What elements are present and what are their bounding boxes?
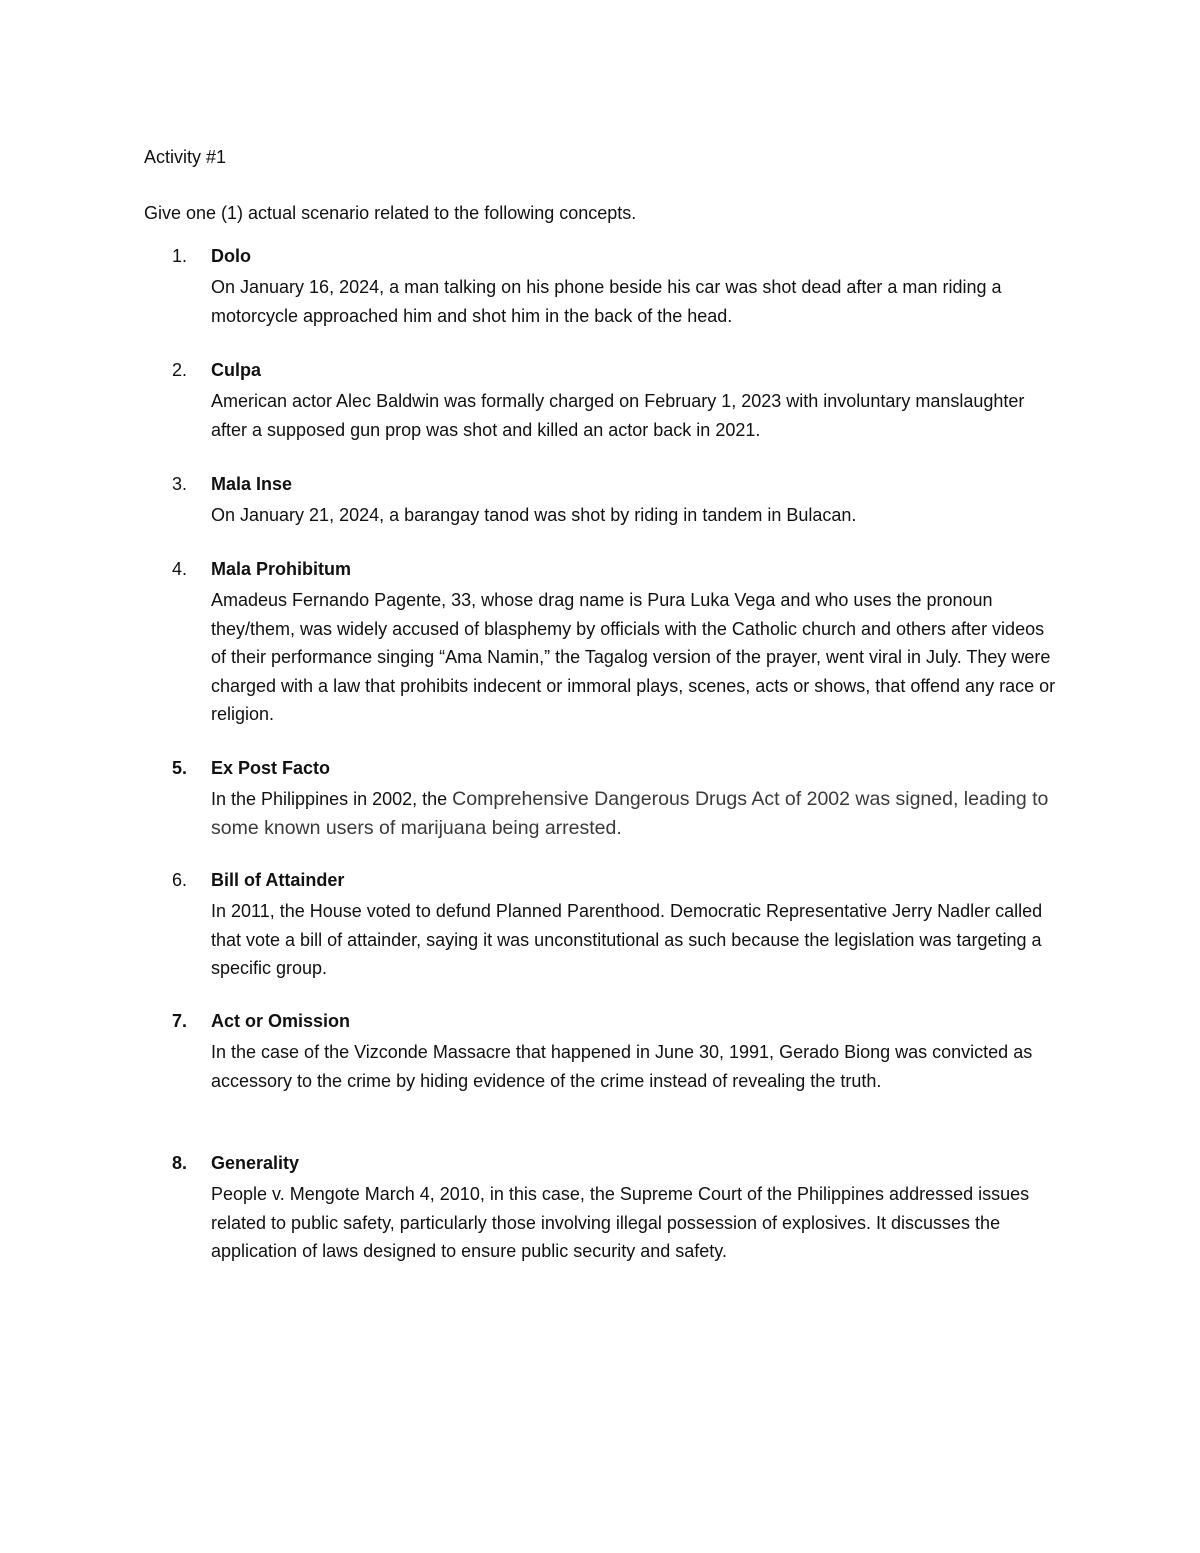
item-body-rest: Comprehensive Dangerous Drugs Act of 2002 was signed, leading to some known users of marijuana being arrested.	[211, 788, 1049, 839]
item-body: People v. Mengote March 4, 2010, in this case, the Supreme Court of the Philippines addressed issues related to public safety, particularly those involving illegal possession of explosives. It discusses the application of laws designed to ensure public security and safety.	[211, 1184, 1030, 1261]
item-number: 6.	[172, 870, 188, 890]
item-number: 3.	[172, 474, 188, 494]
item-number: 8.	[172, 1153, 188, 1173]
item-number: 5.	[172, 758, 188, 778]
document-intro: Give one (1) actual scenario related to the following concepts.	[144, 203, 637, 223]
item-body	[211, 785, 1061, 842]
item-body: On January 21, 2024, a barangay tanod was shot by riding in tandem in Bulacan.	[211, 505, 857, 525]
item-body: Amadeus Fernando Pagente, 33, whose drag name is Pura Luka Vega and who uses the pronoun they/them, was widely accused of blasphemy by officials with the Catholic church and others after videos of their performance singing “Ama Namin,” the Tagalog version of the prayer, went viral in July. They were charged with a law that prohibits indecent or immoral plays, scenes, acts or shows, that offend any race or religion.	[211, 590, 1056, 724]
item-heading: Mala Inse	[211, 474, 293, 494]
item-heading: Bill of Attainder	[211, 870, 345, 890]
item-heading: Culpa	[211, 360, 262, 380]
document-title: Activity #1	[144, 147, 227, 167]
item-number: 7.	[172, 1011, 188, 1031]
item-body: In the case of the Vizconde Massacre that happened in June 30, 1991, Gerado Biong was convicted as accessory to the crime by hiding evidence of the crime instead of revealing the truth.	[211, 1042, 1033, 1091]
item-heading: Ex Post Facto	[211, 758, 331, 778]
item-heading: Dolo	[211, 246, 251, 266]
item-heading: Mala Prohibitum	[211, 559, 352, 579]
item-body: In 2011, the House voted to defund Planned Parenthood. Democratic Representative Jerry Nadler called that vote a bill of attainder, saying it was unconstitutional as such because the legislation was targeting a specific group.	[211, 901, 1043, 978]
item-body-lead: In the Philippines in 2002, the	[211, 789, 453, 809]
item-heading: Generality	[211, 1153, 300, 1173]
item-number: 1.	[172, 246, 188, 266]
item-number: 4.	[172, 559, 188, 579]
item-body: On January 16, 2024, a man talking on his phone beside his car was shot dead after a man riding a motorcycle approached him and shot him in the back of the head.	[211, 277, 1002, 326]
item-heading: Act or Omission	[211, 1011, 351, 1031]
item-number: 2.	[172, 360, 188, 380]
item-body: American actor Alec Baldwin was formally charged on February 1, 2023 with involuntary manslaughter after a supposed gun prop was shot and killed an actor back in 2021.	[211, 391, 1025, 440]
